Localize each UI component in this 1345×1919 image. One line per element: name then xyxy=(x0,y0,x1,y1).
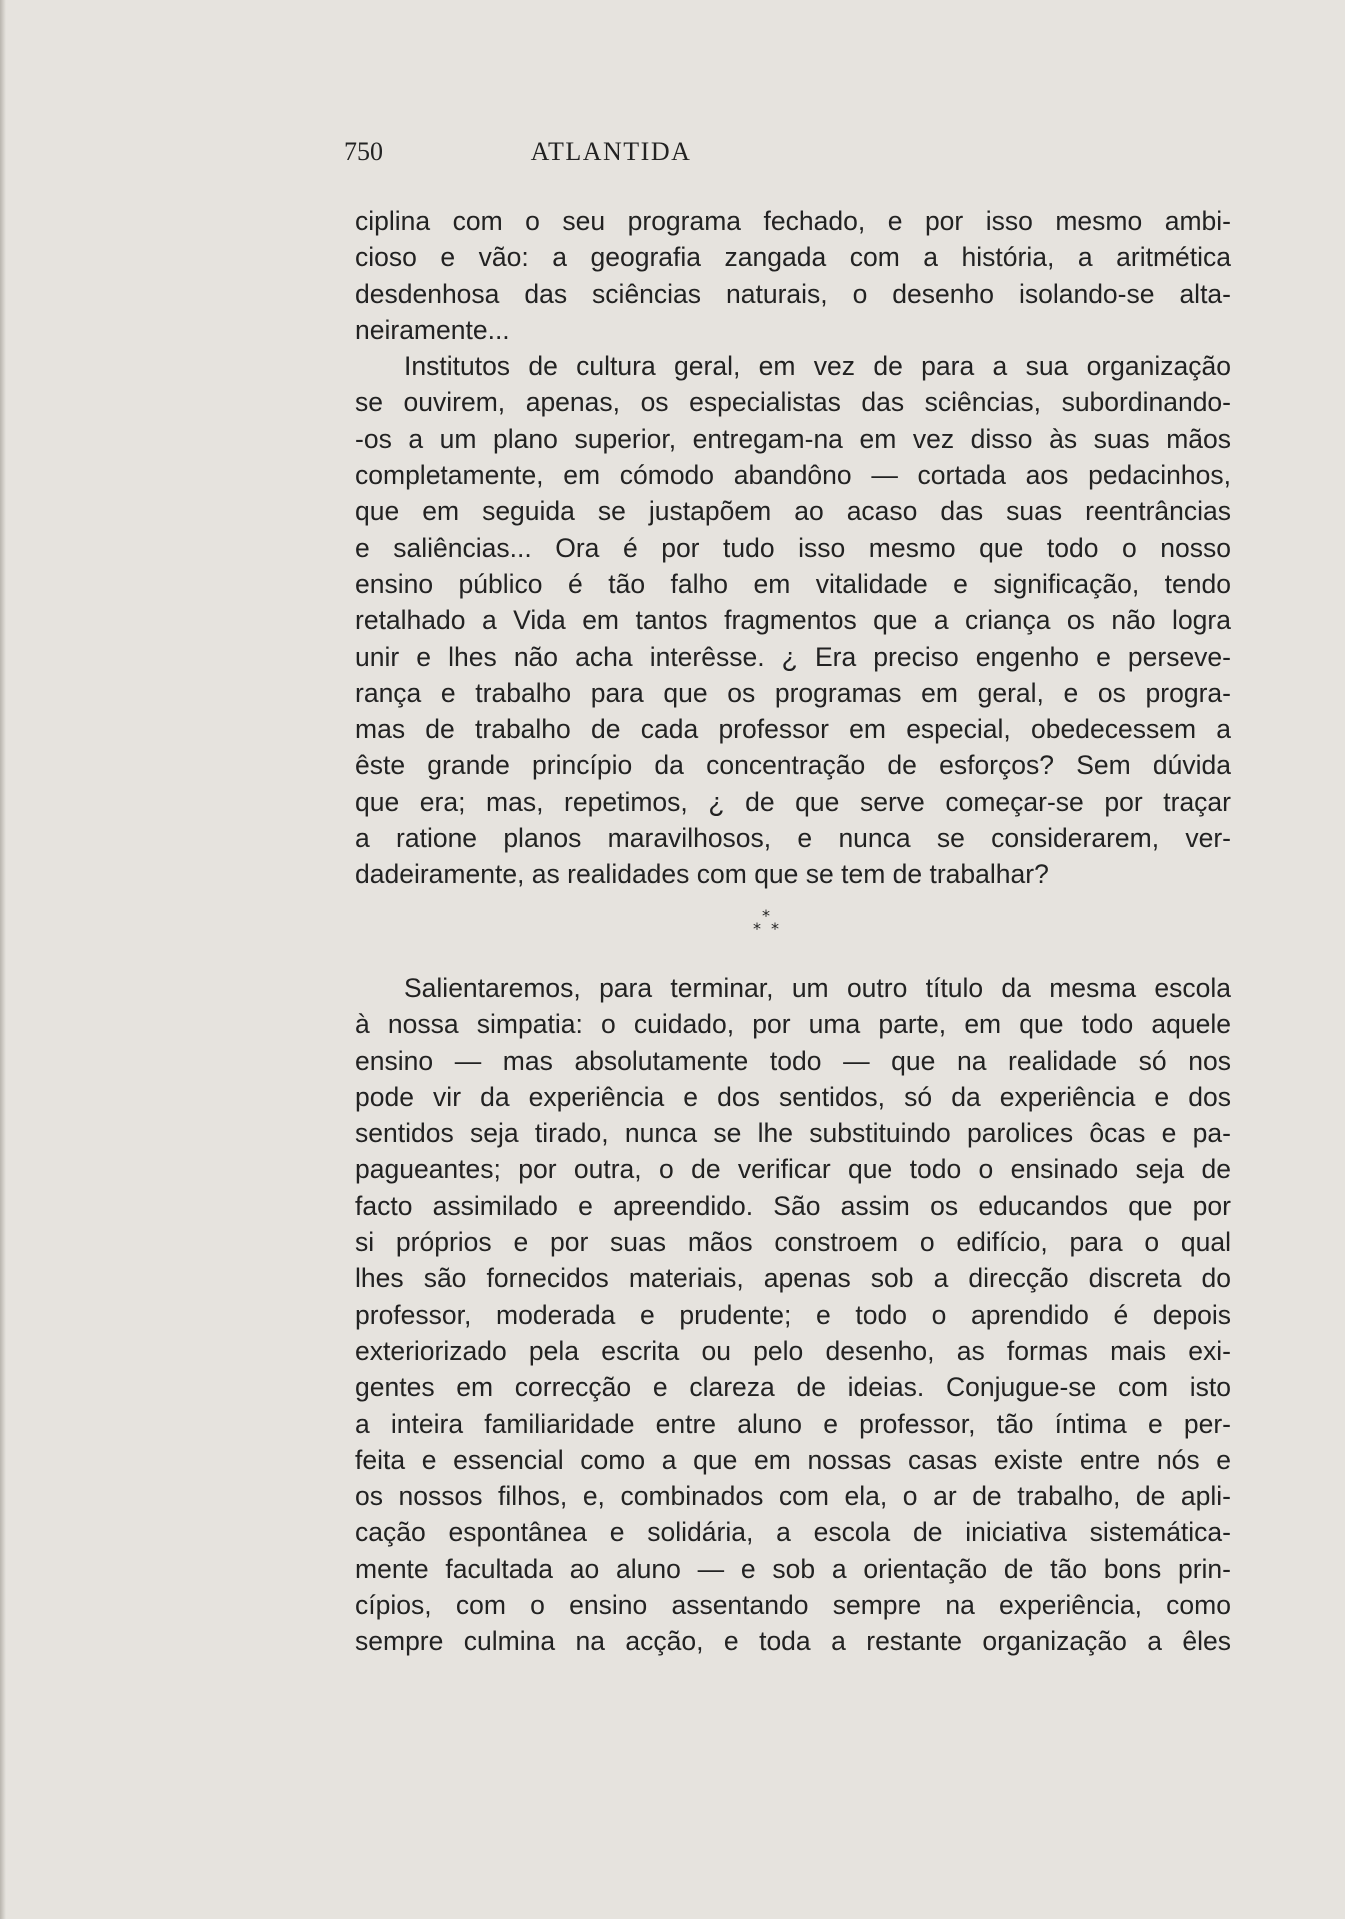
text-line: exteriorizado pela escrita ou pelo desenho, as formas mais exi- xyxy=(355,1335,1231,1366)
text-line: e saliências... Ora é por tudo isso mesmo que todo o nosso xyxy=(355,532,1231,563)
text-line: mas de trabalho de cada professor em especial, obedecessem a xyxy=(355,714,1231,745)
text-line: neiramente... xyxy=(355,314,510,345)
text-line: a ratione planos maravilhosos, e nunca se considerarem, ver- xyxy=(355,823,1231,854)
page-header xyxy=(344,132,878,172)
text-line: facto assimilado e apreendido. São assim os educandos que por xyxy=(355,1190,1231,1221)
text-line: desdenhosa das sciências naturais, o desenho isolando-se alta- xyxy=(355,278,1231,309)
text-line: completamente, em cómodo abandôno — cortada aos pedacinhos, xyxy=(355,460,1231,491)
text-line: professor, moderada e prudente; e todo o aprendido é depois xyxy=(355,1299,1231,1330)
text-section-2 xyxy=(355,970,1231,1660)
section-break-asterism xyxy=(740,908,800,948)
text-line: sentidos seja tirado, nunca se lhe substituindo parolices ôcas e pa- xyxy=(355,1118,1231,1149)
text-line: cação espontânea e solidária, a escola de iniciativa sistemática- xyxy=(355,1517,1231,1548)
text-line: ensino público é tão falho em vitalidade e significação, tendo xyxy=(355,568,1231,599)
paragraph xyxy=(355,348,1231,892)
paragraph xyxy=(355,203,1231,348)
text-line: a inteira familiaridade entre aluno e professor, tão íntima e per- xyxy=(355,1408,1231,1439)
text-line: ciplina com o seu programa fechado, e por isso mesmo ambi- xyxy=(355,206,1231,236)
text-line: rança e trabalho para que os programas em geral, e os progra- xyxy=(355,677,1231,708)
asterism-star: * xyxy=(753,919,761,938)
text-line: ensino — mas absolutamente todo — que na realidade só nos xyxy=(355,1045,1231,1076)
text-section-1 xyxy=(355,203,1231,893)
text-line: êste grande princípio da concentração de esforços? Sem dúvida xyxy=(355,750,1231,781)
text-line: que em seguida se justapõem ao acaso das suas reentrâncias xyxy=(355,496,1231,527)
text-line: feita e essencial como a que em nossas casas existe entre nós e xyxy=(355,1444,1231,1475)
text-line: pode vir da experiência e dos sentidos, só da experiência e dos xyxy=(355,1081,1231,1112)
text-line: unir e lhes não acha interêsse. ¿ Era preciso engenho e perseve- xyxy=(355,641,1231,672)
text-line: se ouvirem, apenas, os especialistas das sciências, subordinando- xyxy=(355,387,1231,418)
text-line: cípios, com o ensino assentando sempre na experiência, como xyxy=(355,1590,1231,1621)
page-number: 750 xyxy=(344,137,383,166)
text-line: pagueantes; por outra, o de verificar que todo o ensinado seja de xyxy=(355,1154,1231,1185)
text-line: -os a um plano superior, entregam-na em vez disso às suas mãos xyxy=(355,423,1231,454)
asterism-star: * xyxy=(762,906,770,925)
text-line: retalhado a Vida em tantos fragmentos que a criança os não logra xyxy=(355,605,1231,636)
text-line: dadeiramente, as realidades com que se tem de trabalhar? xyxy=(355,859,1049,890)
text-line: que era; mas, repetimos, ¿ de que serve começar-se por traçar xyxy=(355,786,1231,817)
asterism-star: * xyxy=(771,919,779,938)
text-line: Salientaremos, para terminar, um outro título da mesma escola xyxy=(404,973,1231,1003)
text-line: mente facultada ao aluno — e sob a orientação de tão bons prin- xyxy=(355,1553,1231,1584)
running-title: ATLANTIDA xyxy=(530,137,692,166)
page-edge-shadow xyxy=(0,0,6,1919)
text-line: sempre culmina na acção, e toda a restante organização a êles xyxy=(355,1626,1231,1657)
text-line: os nossos filhos, e, combinados com ela, o ar de trabalho, de apli- xyxy=(355,1481,1231,1512)
text-line: si próprios e por suas mãos constroem o edifício, para o qual xyxy=(355,1227,1231,1258)
text-line: lhes são fornecidos materiais, apenas sob a direcção discreta do xyxy=(355,1263,1231,1294)
text-line: Institutos de cultura geral, em vez de para a sua organização xyxy=(404,351,1231,382)
text-line: gentes em correcção e clareza de ideias. Conjugue-se com isto xyxy=(355,1372,1231,1403)
text-line: à nossa simpatia: o cuidado, por uma parte, em que todo aquele xyxy=(355,1009,1231,1040)
text-line: cioso e vão: a geografia zangada com a história, a aritmética xyxy=(355,242,1231,273)
paragraph xyxy=(355,970,1231,1660)
